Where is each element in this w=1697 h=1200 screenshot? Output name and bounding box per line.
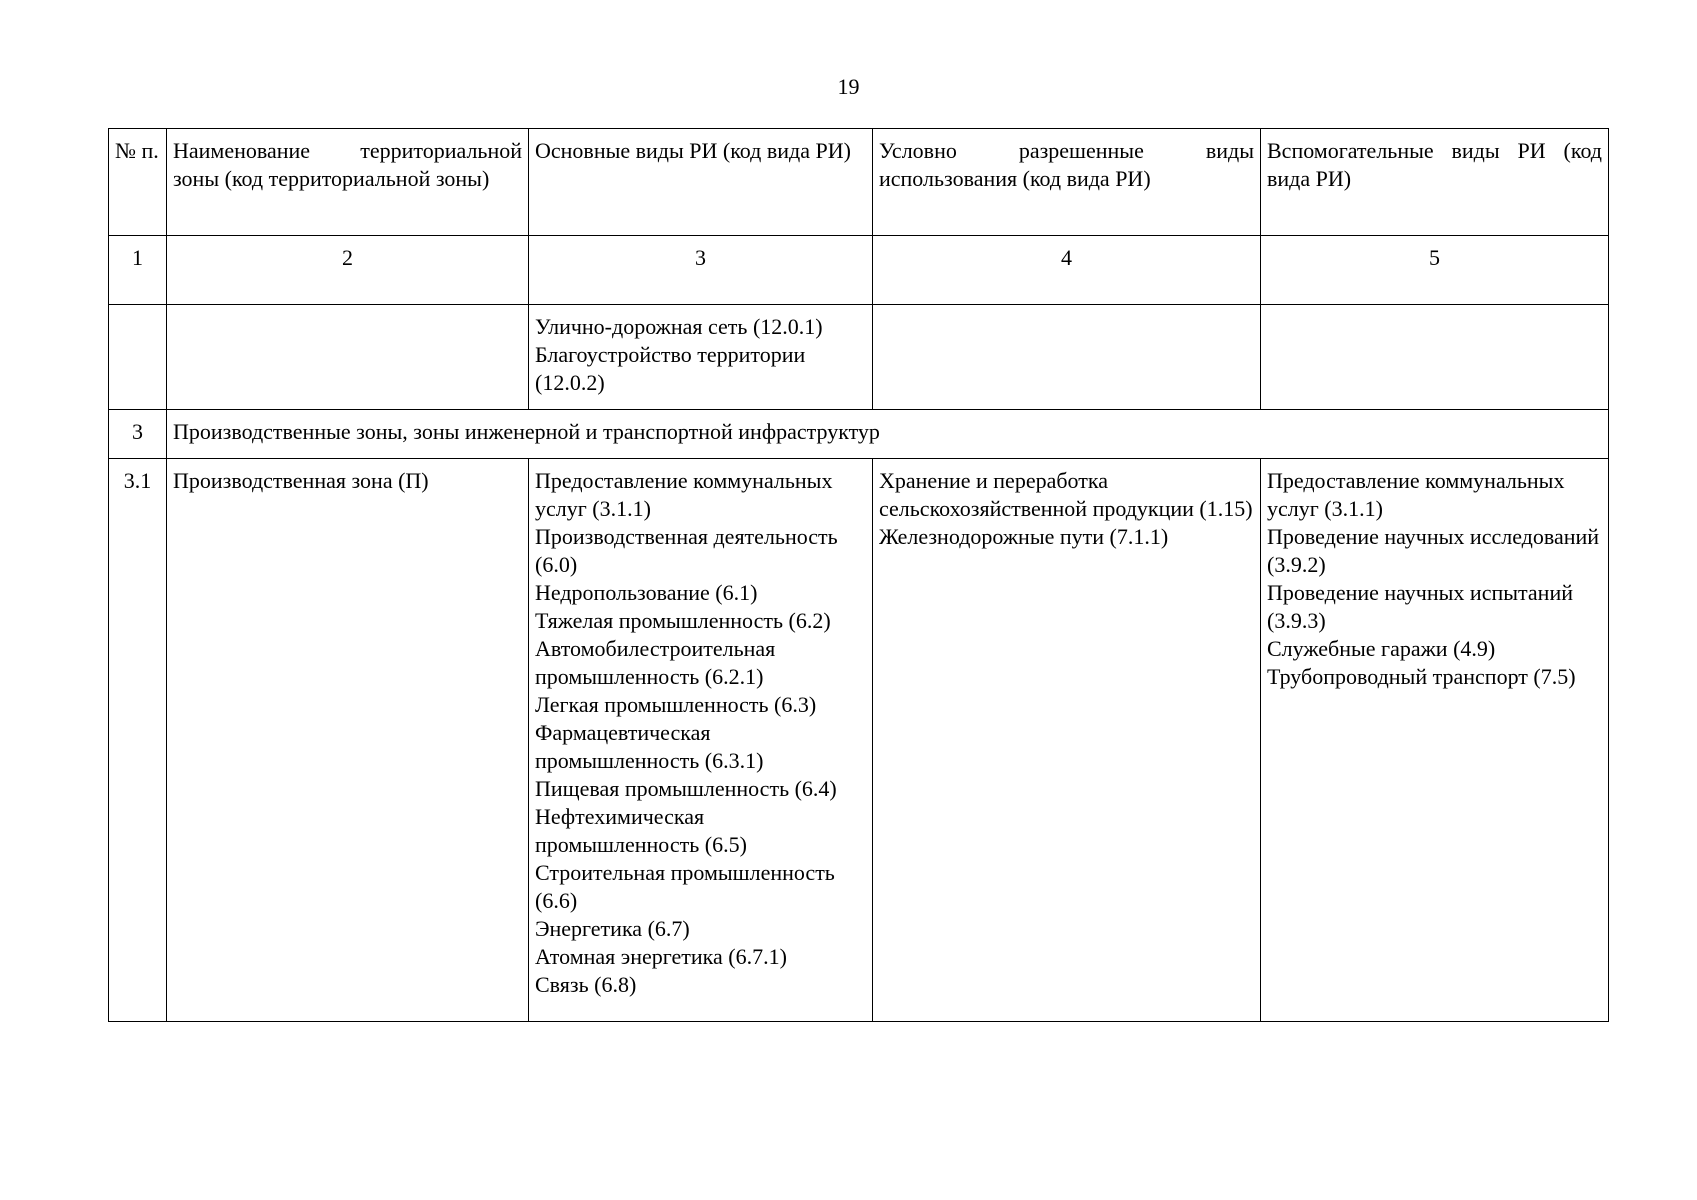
cell-main-uses — [529, 459, 873, 1022]
use-item: Тяжелая промышленность (6.2) — [535, 608, 831, 633]
cell-auxiliary-uses — [1261, 459, 1609, 1022]
header-auxiliary-uses: Вспомогательные виды РИ (код вида РИ) — [1261, 129, 1609, 236]
use-item: Проведение научных испытаний (3.9.3) — [1267, 580, 1573, 633]
use-item: Пищевая промышленность (6.4) — [535, 776, 837, 801]
cell-number: 3.1 — [109, 459, 167, 1022]
column-number: 5 — [1261, 236, 1609, 305]
table-row — [109, 305, 1609, 410]
cell-zone — [167, 305, 529, 410]
header-zone-name: Наименование территориальной зоны (код территориальной зоны) — [167, 129, 529, 236]
use-item: Недропользование (6.1) — [535, 580, 758, 605]
use-item: Автомобилестроительная промышленность (6.2.1) — [535, 636, 776, 689]
use-item: Служебные гаражи (4.9) — [1267, 636, 1496, 661]
column-number: 4 — [873, 236, 1261, 305]
use-item: Легкая промышленность (6.3) — [535, 692, 817, 717]
column-number: 1 — [109, 236, 167, 305]
header-conditional-uses: Условно разрешенные виды использования (код вида РИ) — [873, 129, 1261, 236]
use-item: Нефтехимическая промышленность (6.5) — [535, 804, 747, 857]
column-number: 2 — [167, 236, 529, 305]
section-number: 3 — [109, 410, 167, 459]
section-title: Производственные зоны, зоны инженерной и транспортной инфраструктур — [167, 410, 1609, 459]
use-item: Хранение и переработка сельскохозяйственной продукции (1.15) — [879, 468, 1253, 521]
use-item: Предоставление коммунальных услуг (3.1.1) — [535, 468, 833, 521]
table-row — [109, 459, 1609, 1022]
cell-conditional-uses — [873, 459, 1261, 1022]
use-item: Атомная энергетика (6.7.1) — [535, 944, 787, 969]
use-item: Благоустройство территории (12.0.2) — [535, 342, 806, 395]
page-number: 19 — [837, 74, 860, 99]
header-main-uses: Основные виды РИ (код вида РИ) — [529, 129, 873, 236]
header-number: № п. — [109, 129, 167, 236]
use-item: Железнодорожные пути (7.1.1) — [879, 524, 1169, 549]
cell-number — [109, 305, 167, 410]
zoning-table — [108, 128, 1609, 1022]
use-item: Предоставление коммунальных услуг (3.1.1) — [1267, 468, 1565, 521]
use-item: Улично-дорожная сеть (12.0.1) — [535, 314, 823, 339]
use-item: Фармацевтическая промышленность (6.3.1) — [535, 720, 764, 773]
cell-main-uses — [529, 305, 873, 410]
table-header-row — [109, 129, 1609, 236]
use-item: Энергетика (6.7) — [535, 916, 690, 941]
use-item: Строительная промышленность (6.6) — [535, 860, 835, 913]
use-item: Связь (6.8) — [535, 972, 637, 997]
section-row — [109, 410, 1609, 459]
cell-zone: Производственная зона (П) — [167, 459, 529, 1022]
column-number-row — [109, 236, 1609, 305]
cell-conditional-uses — [873, 305, 1261, 410]
use-item: Трубопроводный транспорт (7.5) — [1267, 664, 1576, 689]
use-item: Производственная деятельность (6.0) — [535, 524, 838, 577]
cell-auxiliary-uses — [1261, 305, 1609, 410]
use-item: Проведение научных исследований (3.9.2) — [1267, 524, 1600, 577]
column-number: 3 — [529, 236, 873, 305]
